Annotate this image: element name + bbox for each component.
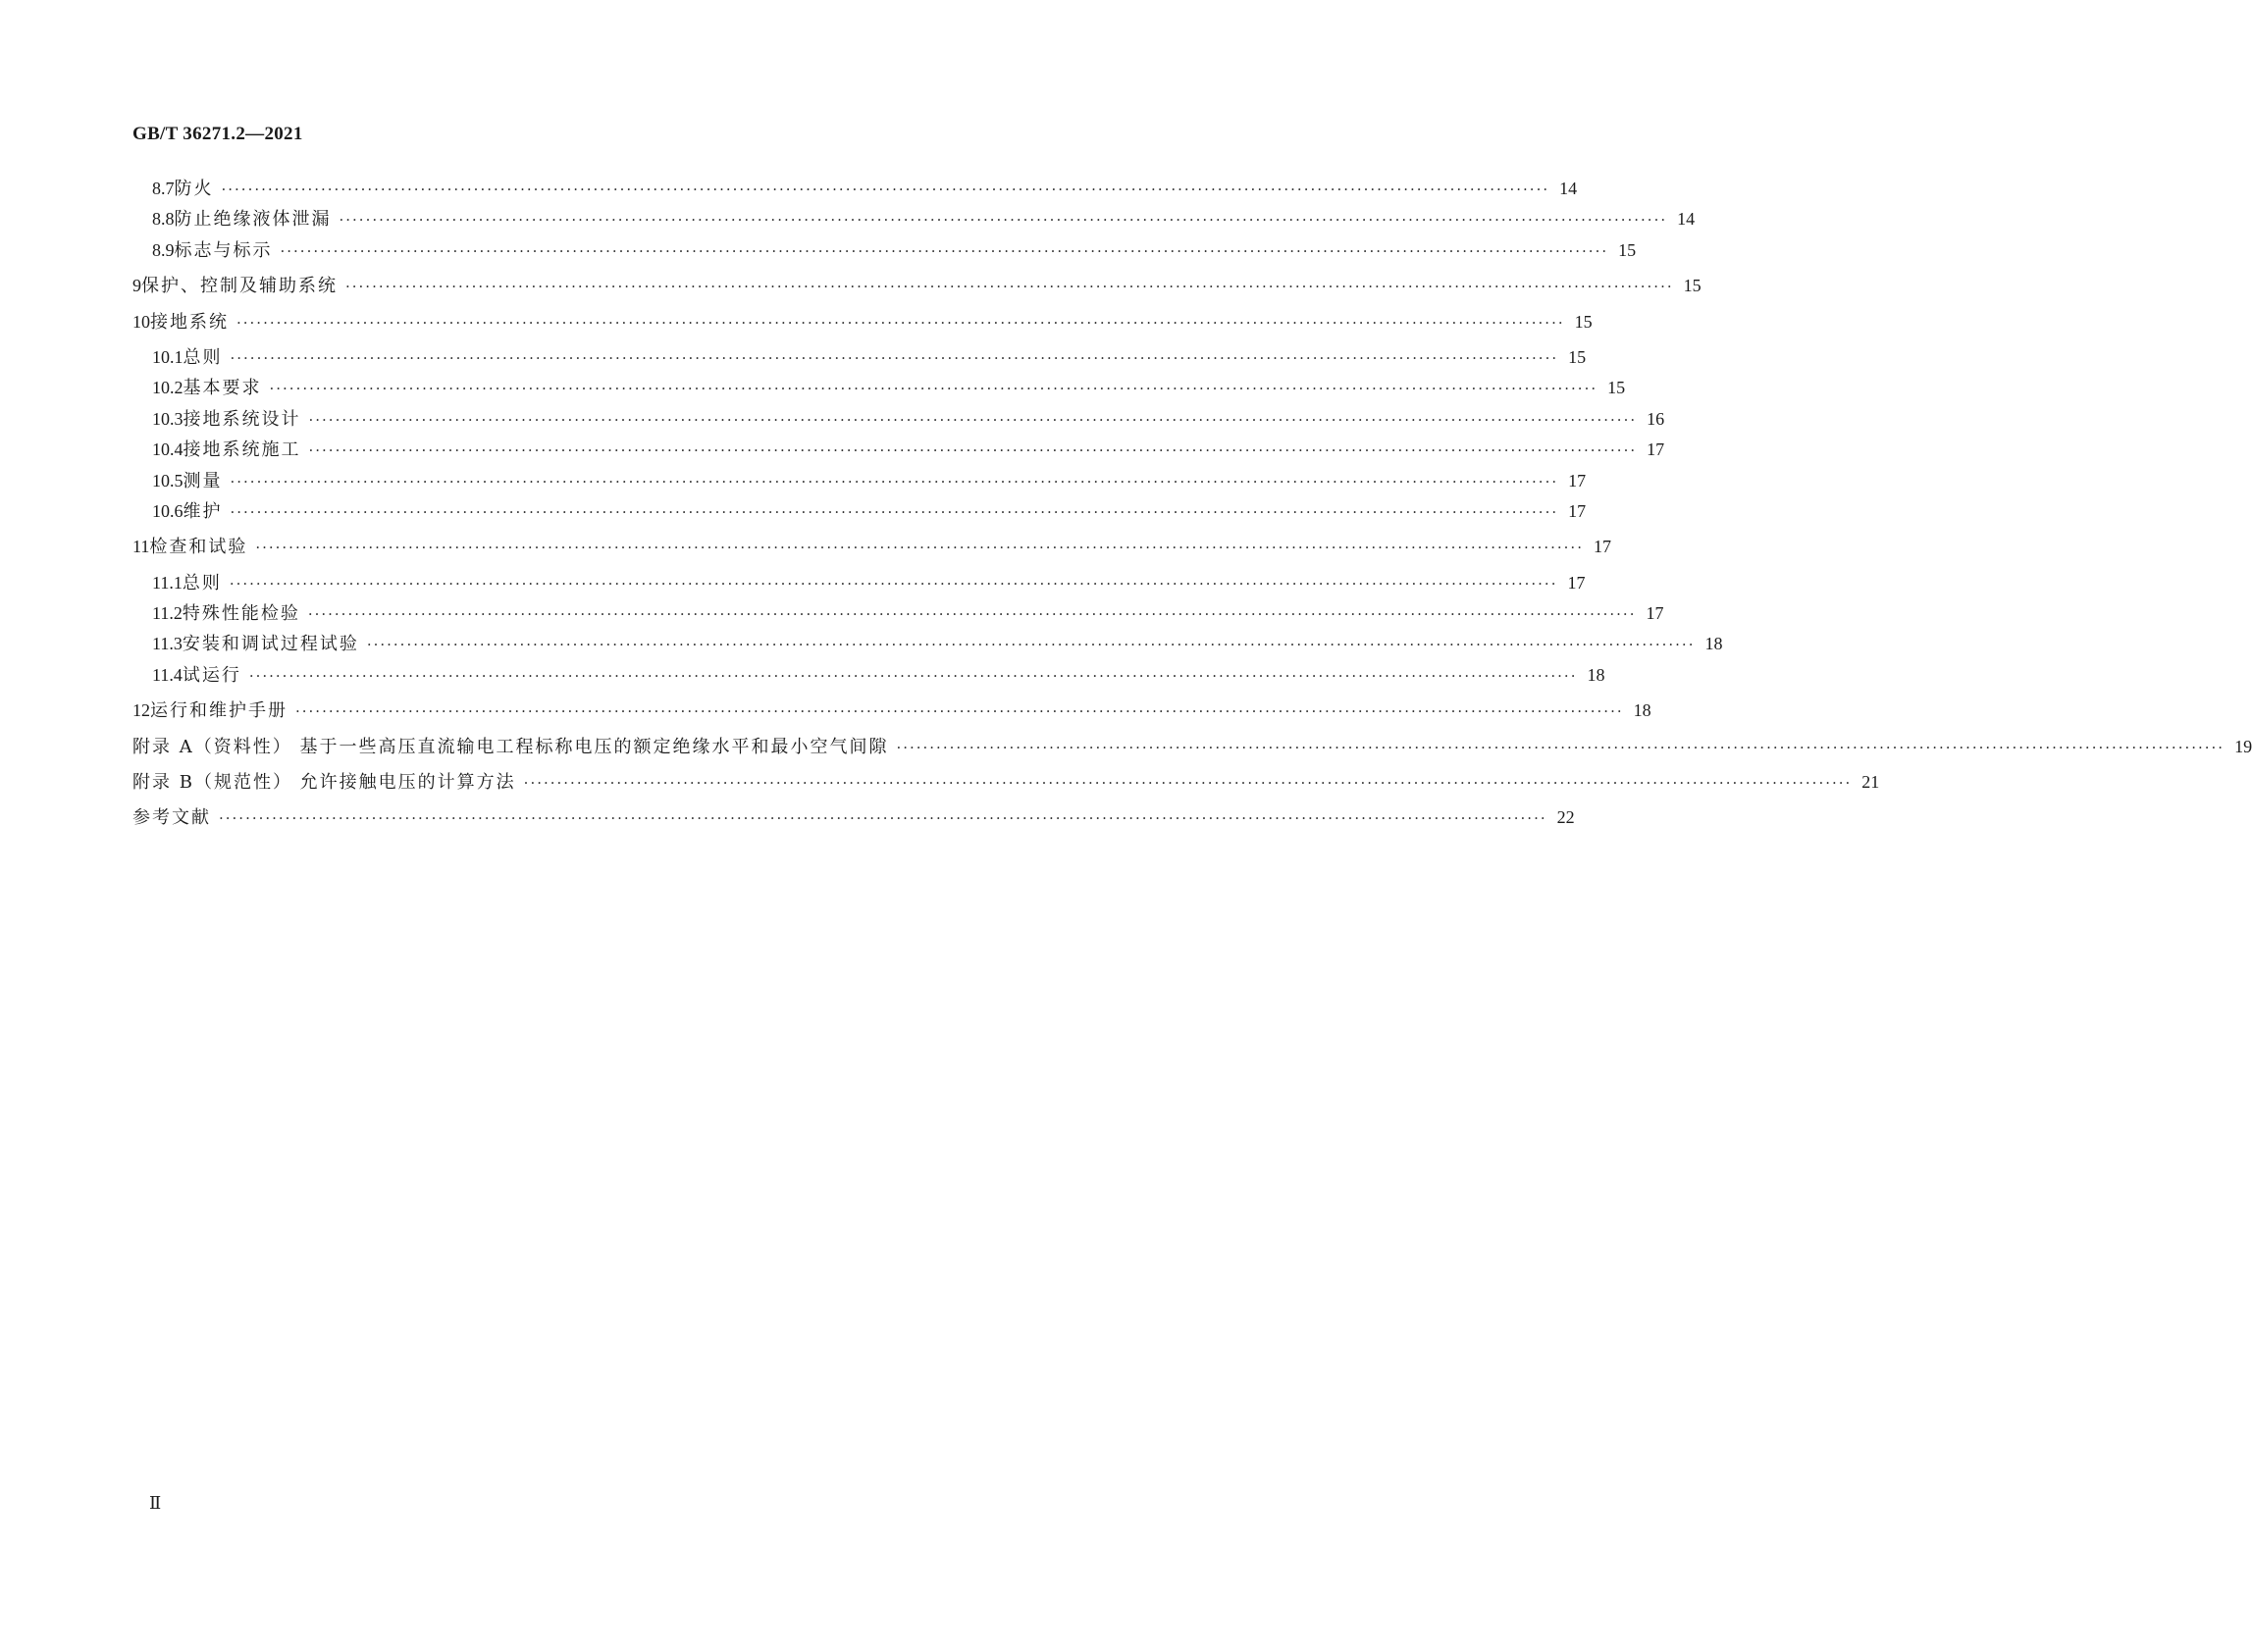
toc-title: 维护 [183, 500, 223, 522]
toc-title: 接地系统施工 [183, 439, 301, 461]
toc-page-number: 19 [2234, 736, 2252, 756]
toc-page-number: 17 [1568, 500, 1587, 521]
toc-entry[interactable] [132, 272, 1702, 302]
toc-leader-dots: ········································································································································································································ [366, 636, 1696, 654]
toc-leader-dots: ········································································································································································································ [523, 774, 1853, 793]
toc-title: 运行和维护手册 [150, 700, 288, 722]
toc-page-number: 15 [1607, 378, 1626, 398]
toc-title: 接地系统 [150, 311, 229, 333]
toc-page-number: 21 [1861, 772, 1880, 793]
toc-section-number: 10.3 [152, 408, 183, 429]
toc-section-number: 12 [132, 700, 150, 721]
toc-entry[interactable] [132, 236, 1637, 267]
page-number: Ⅱ [149, 1493, 162, 1513]
toc-section-number: 11.2 [152, 603, 183, 624]
toc-entry[interactable] [132, 533, 1611, 563]
toc-leader-dots: ········································································································································································································ [269, 380, 1598, 398]
toc-page-number: 17 [1568, 470, 1587, 490]
toc-title: 保护、控制及辅助系统 [141, 276, 338, 297]
toc-title: 防止绝缘液体泄漏 [174, 209, 332, 231]
toc-title: 附录 B（规范性） 允许接触电压的计算方法 [132, 772, 516, 794]
toc-page-number: 17 [1647, 439, 1665, 460]
toc-section-number: 10.5 [152, 470, 183, 490]
toc-leader-dots: ········································································································································································································ [230, 502, 1559, 521]
toc-section-number: 10 [132, 311, 150, 332]
toc-entry[interactable] [132, 599, 1664, 630]
toc-title: 总则 [182, 572, 222, 594]
toc-leader-dots: ········································································································································································································ [280, 241, 1609, 260]
toc-title: 基本要求 [183, 378, 262, 399]
toc-section-number: 8.9 [152, 239, 175, 260]
toc-section-number: 8.7 [152, 179, 175, 198]
toc-entry[interactable] [132, 497, 1587, 528]
toc-section-number: 11 [132, 537, 150, 557]
toc-entry[interactable] [132, 405, 1665, 436]
toc-page-number: 17 [1593, 537, 1611, 557]
toc-leader-dots: ········································································································································································································ [345, 278, 1674, 296]
toc-section-number: 9 [132, 276, 141, 296]
document-code-header: GB/T 36271.2—2021 [132, 124, 303, 144]
toc-leader-dots: ········································································································································································································ [230, 348, 1559, 367]
toc-leader-dots: ········································································································································································································ [295, 702, 1624, 721]
toc-page-number: 18 [1587, 664, 1605, 685]
toc-page-number: 15 [1683, 276, 1702, 296]
toc-entry[interactable] [132, 569, 1586, 599]
toc-entry[interactable] [132, 374, 1626, 404]
toc-entry[interactable] [132, 803, 1575, 834]
toc-section-number: 10.4 [152, 439, 183, 460]
toc-leader-dots: ········································································································································································································ [221, 181, 1550, 198]
toc-page-number: 18 [1633, 700, 1651, 721]
toc-section-number: 11.3 [152, 634, 183, 654]
toc-entry[interactable] [132, 630, 1723, 660]
toc-page-number: 17 [1567, 572, 1586, 593]
toc-page-number: 15 [1568, 346, 1587, 367]
table-of-contents [132, 175, 2252, 835]
toc-title: 接地系统设计 [183, 408, 301, 430]
toc-leader-dots: ········································································································································································································ [255, 539, 1584, 557]
toc-page-number: 16 [1647, 408, 1665, 429]
toc-page-number: 14 [1559, 179, 1578, 198]
toc-section-number: 11.4 [152, 664, 183, 685]
toc-title: 特殊性能检验 [182, 603, 300, 625]
toc-title: 测量 [183, 470, 223, 491]
toc-leader-dots: ········································································································································································································ [307, 605, 1637, 624]
toc-leader-dots: ········································································································································································································ [896, 738, 2226, 756]
toc-section-number: 10.2 [152, 378, 183, 398]
toc-title: 附录 A（资料性） 基于一些高压直流输电工程标称电压的额定绝缘水平和最小空气间隙 [132, 736, 889, 757]
toc-leader-dots: ········································································································································································································ [339, 211, 1668, 230]
toc-leader-dots: ········································································································································································································ [308, 410, 1638, 429]
toc-title: 参考文献 [132, 807, 211, 829]
toc-page-number: 14 [1677, 209, 1696, 230]
toc-page-number: 15 [1574, 311, 1593, 332]
toc-page-number: 18 [1704, 634, 1723, 654]
toc-page-number: 15 [1618, 239, 1637, 260]
toc-leader-dots: ········································································································································································································ [248, 666, 1578, 685]
toc-title: 总则 [183, 346, 223, 368]
toc-entry[interactable] [132, 436, 1665, 466]
toc-page-number: 17 [1646, 603, 1664, 624]
toc-entry[interactable] [132, 205, 1696, 235]
toc-entry[interactable] [132, 343, 1587, 374]
toc-title: 防火 [174, 179, 214, 199]
toc-section-number: 11.1 [152, 572, 183, 593]
toc-entry[interactable] [132, 697, 1651, 727]
toc-section-number: 10.1 [152, 346, 183, 367]
toc-section-number: 10.6 [152, 500, 183, 521]
toc-entry[interactable] [132, 308, 1593, 338]
toc-entry[interactable] [132, 733, 2252, 763]
toc-title: 标志与标示 [174, 239, 273, 261]
toc-page-number: 22 [1556, 807, 1575, 828]
toc-leader-dots: ········································································································································································································ [236, 313, 1565, 332]
toc-leader-dots: ········································································································································································································ [219, 809, 1547, 828]
toc-leader-dots: ········································································································································································································ [229, 574, 1558, 593]
toc-leader-dots: ········································································································································································································ [308, 441, 1638, 460]
toc-title: 检查和试验 [149, 537, 248, 558]
toc-entry[interactable] [132, 661, 1605, 692]
toc-leader-dots: ········································································································································································································ [230, 472, 1559, 490]
toc-title: 试运行 [182, 664, 241, 686]
toc-section-number: 8.8 [152, 209, 175, 230]
toc-title: 安装和调试过程试验 [182, 634, 359, 655]
toc-entry[interactable] [132, 175, 1578, 205]
toc-entry[interactable] [132, 768, 1880, 799]
toc-entry[interactable] [132, 467, 1587, 497]
